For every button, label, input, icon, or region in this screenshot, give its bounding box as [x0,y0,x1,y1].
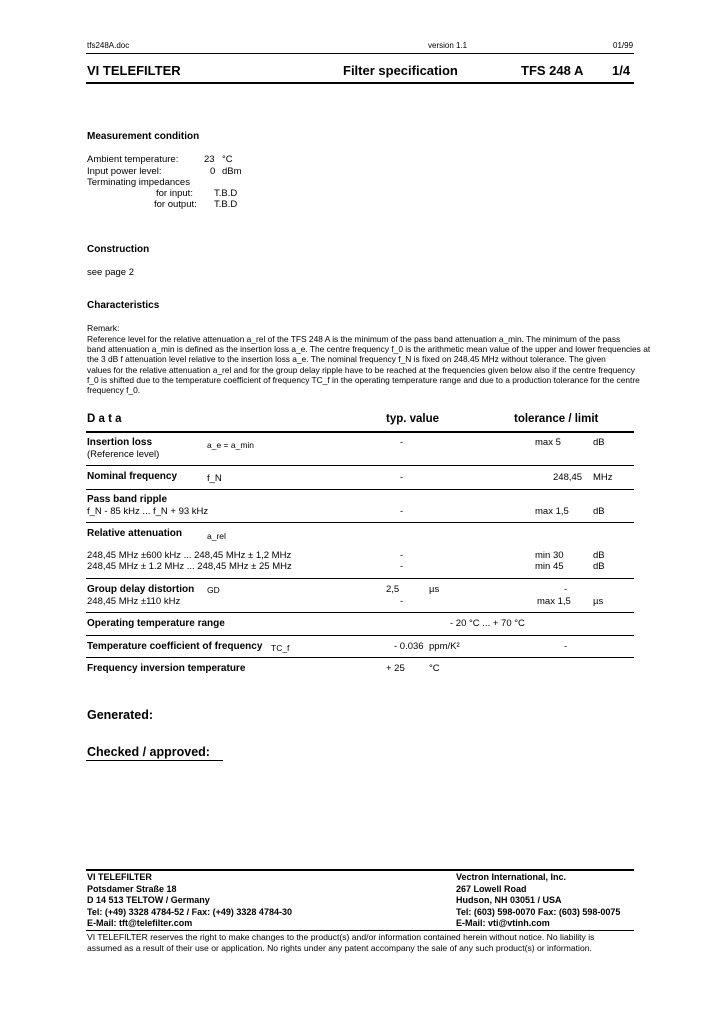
row-rule [86,657,634,658]
rel-att-typ-2: - [400,561,404,572]
insertion-loss-symbol: a_e = a_min [207,440,255,450]
footer-right-line: 267 Lowell Road [456,883,527,894]
product-name: TFS 248 A [521,63,584,78]
col-data-header: D a t a [87,413,122,425]
doc-type: Filter specification [343,63,458,78]
gd-typ-value: 2,5 [386,584,400,595]
checked-label: Checked / approved: [87,745,210,759]
gd-unit: µs [593,596,604,607]
rel-att-title: Relative attenuation [87,528,183,539]
measurement-title: Measurement condition [87,131,200,142]
op-temp-value: - 20 °C ... + 70 °C [450,618,525,629]
row-rule [86,489,634,490]
insertion-loss-limit: max 5 [535,437,561,448]
rel-att-limit-1: min 30 [535,550,564,561]
remark-line: band attenuation a_min is defined as the insertion loss a_e. The centre frequency f_0 is the arithmetic mean value of the upper and lower frequencies at [87,344,651,355]
remark-line: frequency f_0. [87,385,141,396]
footer-right-line: Tel: (603) 598-0070 Fax: (603) 598-0075 [456,906,621,917]
insertion-loss-title: Insertion loss [87,437,153,448]
insertion-loss-unit: dB [593,437,605,448]
rel-att-symbol: a_rel [207,531,226,541]
gd-title: Group delay distortion [87,584,195,595]
construction-title: Construction [87,244,150,255]
term-label: Terminating impedances [87,177,190,188]
footer-left-line: D 14 513 TELTOW / Germany [87,895,210,906]
file-name: tfs248A.doc [87,41,130,50]
footer-right-line: Hudson, NH 03051 / USA [456,895,562,906]
rel-att-unit-2: dB [593,561,605,572]
fi-title: Frequency inversion temperature [87,663,246,674]
footer-rule [86,869,634,871]
construction-text: see page 2 [87,267,135,278]
footer-left [87,872,292,930]
rel-att-range-2: 248,45 MHz ± 1.2 MHz ... 248,45 MHz ± 25 MHz [87,561,292,572]
company-name: VI TELEFILTER [87,63,181,78]
nominal-frequency-title: Nominal frequency [87,471,178,482]
version: version 1.1 [428,41,468,50]
nominal-frequency-limit: 248,45 [553,472,583,483]
tc-value: - 0.036 [394,641,424,652]
remark-text [87,334,650,395]
insertion-loss-sub: (Reference level) [87,449,160,460]
rel-att-unit-1: dB [593,550,605,561]
footer-right [456,872,620,930]
insertion-loss-typ: - [400,437,404,448]
ripple-limit: max 1,5 [535,506,569,517]
fi-value: + 25 [386,663,405,674]
disclaimer-line-2: assumed as a result of their use or application. No rights under any patent accompany the sale of any such product(s) or information. [87,943,592,953]
power-value: 0 [210,166,216,177]
remark-line: values for the relative attenuation a_rel and for the group delay ripple have to be reached at the frequencies given below also if the centre frequency [87,364,635,375]
col-typ-header: typ. value [386,413,440,425]
nominal-frequency-unit: MHz [593,472,613,483]
tc-limit: - [564,641,568,652]
rel-att-limit-2: min 45 [535,561,564,572]
disclaimer-line-1: VI TELEFILTER reserves the right to make changes to the product(s) and/or information contained herein without notice. No liability is [87,932,595,942]
tc-symbol: TC_f [271,643,290,653]
gd-symbol: GD [207,585,220,595]
date: 01/99 [613,41,634,50]
nominal-frequency-symbol: f_N [207,473,222,484]
tc-unit: ppm/K² [429,641,460,652]
table-rule [86,431,634,433]
gd-typ-unit: µs [429,584,440,595]
remark-line: the 3 dB f attenuation level relative to the insertion loss a_e. The nominal frequency f_N is fixed on 248.45 MHz without tolerance. The given [87,354,606,365]
checked-underline [86,760,223,761]
ripple-typ: - [400,506,404,517]
characteristics-title: Characteristics [87,300,160,311]
row-rule [86,578,634,579]
fi-unit: °C [429,663,440,674]
op-temp-title: Operating temperature range [87,618,225,629]
footer-rule-2 [86,930,634,931]
tc-title: Temperature coefficient of frequency [87,641,263,652]
remark-line: Reference level for the relative attenuation a_rel of the TFS 248 A is the minimum of the pass band attenuation a_min. The minimum of the pass [87,334,621,344]
col-tolerance-header: tolerance / limit [514,413,599,425]
footer-right-line: Vectron International, Inc. [456,872,567,882]
header-rule-2 [86,82,634,84]
gd-range: 248,45 MHz ±110 kHz [87,596,181,607]
rel-att-typ-1: - [400,550,404,561]
power-unit: dBm [222,166,242,177]
nominal-frequency-typ: - [400,472,404,483]
output-value: T.B.D [214,199,238,210]
ambient-unit: °C [222,154,233,165]
row-rule [86,635,634,636]
footer-left-line: VI TELEFILTER [87,872,152,882]
ambient-label: Ambient temperature: [87,154,179,165]
ambient-value: 23 [204,154,215,165]
footer-left-email: E-Mail: tft@telefilter.com [87,918,193,929]
gd-typ2: - [400,596,404,607]
row-rule [86,612,634,613]
footer-left-line: Tel: (+49) 3328 4784-52 / Fax: (+49) 3328 4784-30 [87,906,292,917]
ripple-title: Pass band ripple [87,494,168,505]
row-rule [86,522,634,523]
rel-att-range-1: 248,45 MHz ±600 kHz ... 248,45 MHz ± 1,2 MHz [87,550,292,561]
input-label: for input: [156,188,193,199]
page-number: 1/4 [612,63,631,78]
generated-label: Generated: [87,708,153,722]
footer-right-email: E-Mail: vti@vtinh.com [456,918,550,929]
gd-limit: max 1,5 [537,596,571,607]
footer-left-line: Potsdamer Straße 18 [87,883,177,894]
input-value: T.B.D [214,188,238,199]
gd-typ-limit: - [564,584,568,595]
row-rule [86,465,634,466]
remark-line: f_0 is shifted due to the temperature coefficient of frequency TC_f in the operating temperature range and due to a production tolerance for the centre [87,374,640,385]
remark-label: Remark: [87,323,120,333]
header-rule [86,53,634,54]
ripple-unit: dB [593,506,605,517]
ripple-range: f_N - 85 kHz ... f_N + 93 kHz [87,506,209,517]
output-label: for output: [154,199,197,210]
power-label: Input power level: [87,166,162,177]
